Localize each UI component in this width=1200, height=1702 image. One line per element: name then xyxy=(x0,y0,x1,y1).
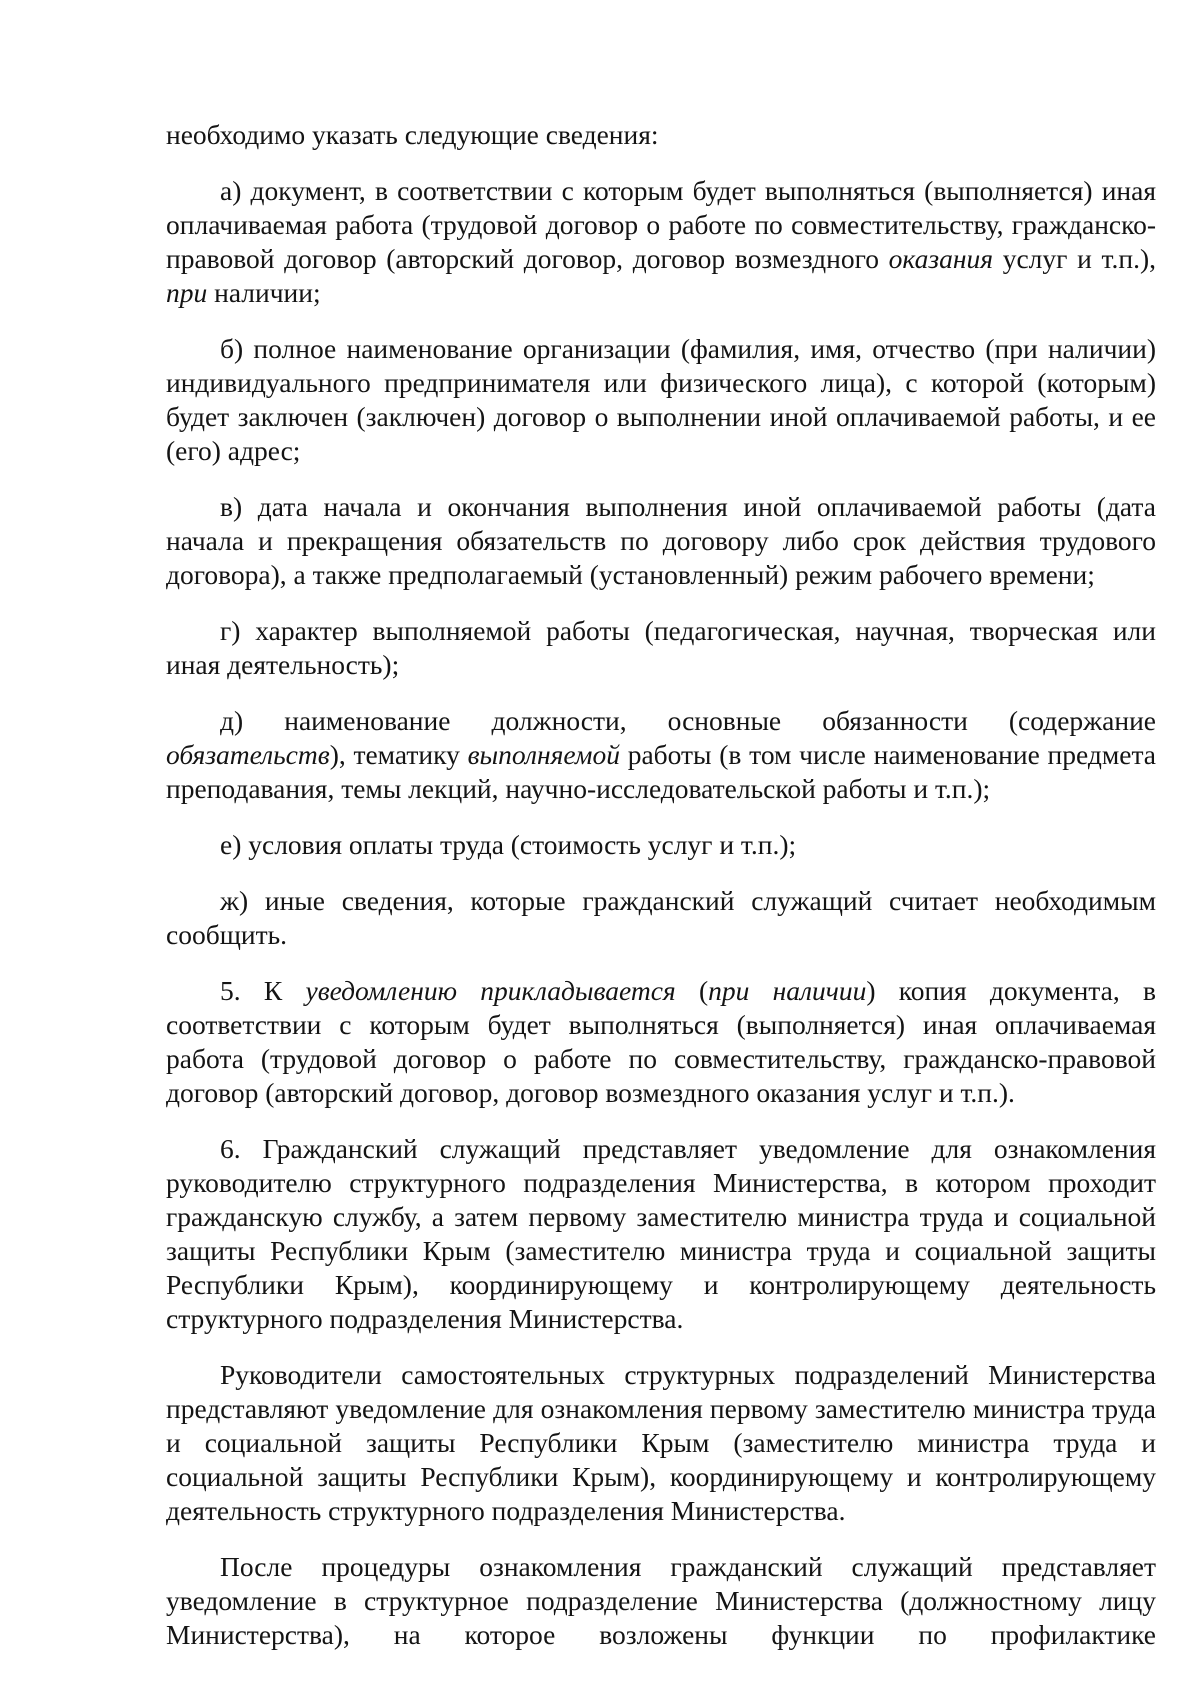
paragraph-5-italic: уведомлению прикладывается xyxy=(305,975,676,1006)
paragraph-5-suffix: ) копия документа, в соответствии с которым будет выполняться (выполняется) иная оплачиваемая работа (трудовой договор о работе по совместительству, гражданско-правовой договор (авторский договор, договор возмездного оказания услуг и т.п.). xyxy=(166,975,1156,1108)
paragraph-6: 6. Гражданский служащий представляет уведомление для ознакомления руководителю структурного подразделения Министерства, в котором проходит гражданскую службу, а затем первому заместителю министра труда и социальной защиты Республики Крым (заместителю министра труда и социальной защиты Республики Крым), координирующему и контролирующему деятельность структурного подразделения Министерства. xyxy=(166,1133,1156,1334)
item-d-middle: ), тематику xyxy=(329,739,468,770)
document-body xyxy=(166,118,1156,1652)
item-b-paragraph: б) полное наименование организации (фамилия, имя, отчество (при наличии) индивидуального предпринимателя или физического лица), с которой (которым) будет заключен (заключен) договор о выполнении иной оплачиваемой работы, и ее (его) адрес; xyxy=(166,333,1156,466)
item-a-text: а) документ, в соответствии с которым будет выполняться (выполняется) иная оплачиваемая работа (трудовой договор о работе по совместительству, гражданско-правовой договор (авторский договор, договор возмездного xyxy=(166,175,1156,274)
item-g-paragraph: г) характер выполняемой работы (педагогическая, научная, творческая или иная деятельность); xyxy=(166,615,1156,680)
paragraph-5-italic-2: при наличии xyxy=(708,975,867,1006)
paragraph-after-review: После процедуры ознакомления гражданский служащий представляет уведомление в структурное подразделение Министерства (должностному лицу Министерства), на которое возложены функции по профилактике xyxy=(166,1551,1156,1650)
paragraph-5 xyxy=(166,974,1156,1110)
item-v-paragraph: в) дата начала и окончания выполнения иной оплачиваемой работы (дата начала и прекращения обязательств по договору либо срок действия трудового договора), а также предполагаемый (установленный) режим рабочего времени; xyxy=(166,491,1156,590)
item-d-italic-2: выполняемой xyxy=(467,739,620,770)
lead-line: необходимо указать следующие сведения: xyxy=(166,119,659,150)
item-d-italic: обязательств xyxy=(166,739,330,770)
item-zh-paragraph: ж) иные сведения, которые гражданский служащий считает необходимым сообщить. xyxy=(166,885,1156,950)
item-d-suffix: работы (в том числе наименование предмета преподавания, темы лекций, научно-исследовательской работы и т.п.); xyxy=(166,739,1156,804)
paragraph-heads: Руководители самостоятельных структурных подразделений Министерства представляют уведомление для ознакомления первому заместителю министра труда и социальной защиты Республики Крым (заместителю министра труда и социальной защиты Республики Крым), координирующему и контролирующему деятельность структурного подразделения Министерства. xyxy=(166,1359,1156,1526)
item-e-paragraph: е) условия оплаты труда (стоимость услуг и т.п.); xyxy=(220,829,797,860)
item-a-italic-2: при xyxy=(166,277,208,308)
item-d-paragraph xyxy=(166,704,1156,806)
item-a-paragraph xyxy=(166,174,1156,310)
item-a-italic: оказания xyxy=(888,243,994,274)
item-a-middle: услуг и т.п.), xyxy=(993,243,1156,274)
paragraph-5-middle: ( xyxy=(675,975,709,1006)
paragraph-5-text: 5. К xyxy=(220,975,306,1006)
item-d-text: д) наименование должности, основные обязанности (содержание xyxy=(220,705,1156,736)
item-a-suffix: наличии; xyxy=(207,277,321,308)
